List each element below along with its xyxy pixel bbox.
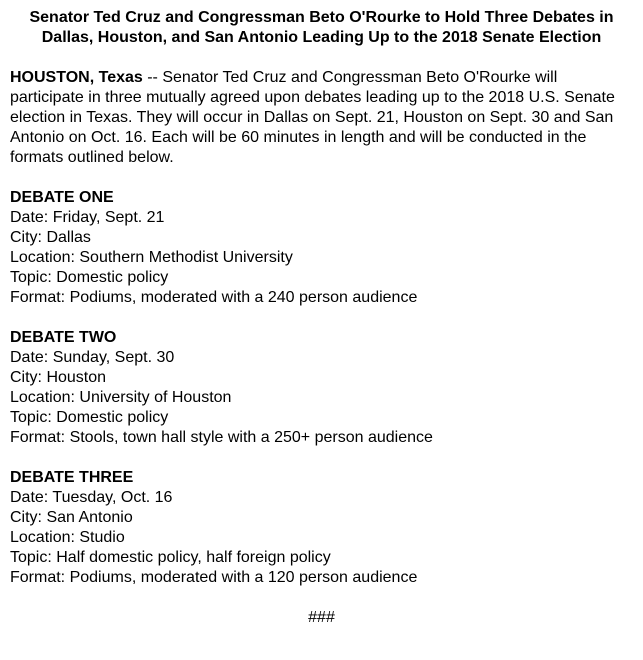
debate-city: City: Houston <box>10 369 107 386</box>
debate-city: City: San Antonio <box>10 509 133 526</box>
debate-heading: DEBATE THREE <box>10 469 134 486</box>
intro-text: -- Senator Ted Cruz and Congressman Beto O'Rourke will participate in three mutually agreed upon debates leading up to the 2018 U.S. Senate election in Texas. They will occur in Dallas on Sept. 21, Houston on Sept. 30 and San Antonio on Oct. 16. Each will be 60 minutes in length and will be conducted in the formats outlined below. <box>10 69 615 166</box>
end-mark: ### <box>308 609 335 626</box>
debate-heading: DEBATE TWO <box>10 329 117 346</box>
debate-location: Location: University of Houston <box>10 389 232 406</box>
debate-heading: DEBATE ONE <box>10 189 114 206</box>
debate-date: Date: Tuesday, Oct. 16 <box>10 489 173 506</box>
debate-date: Date: Sunday, Sept. 30 <box>10 349 175 366</box>
debate-date: Date: Friday, Sept. 21 <box>10 209 165 226</box>
debate-two-section <box>10 328 633 448</box>
headline: Senator Ted Cruz and Congressman Beto O'Rourke to Hold Three Debates in Dallas, Houston, and San Antonio Leading Up to the 2018 Senate Election <box>29 9 614 46</box>
debate-format: Format: Podiums, moderated with a 240 person audience <box>10 289 418 306</box>
intro-paragraph <box>10 68 633 168</box>
dateline: HOUSTON, Texas <box>10 69 143 86</box>
debate-location: Location: Studio <box>10 529 125 546</box>
debate-topic: Topic: Half domestic policy, half foreign policy <box>10 549 331 566</box>
debate-topic: Topic: Domestic policy <box>10 409 169 426</box>
debate-format: Format: Stools, town hall style with a 250+ person audience <box>10 429 433 446</box>
debate-format: Format: Podiums, moderated with a 120 person audience <box>10 569 418 586</box>
debate-three-section <box>10 468 633 588</box>
debate-one-section <box>10 188 633 308</box>
debate-location: Location: Southern Methodist University <box>10 249 293 266</box>
debate-topic: Topic: Domestic policy <box>10 269 169 286</box>
debate-city: City: Dallas <box>10 229 91 246</box>
